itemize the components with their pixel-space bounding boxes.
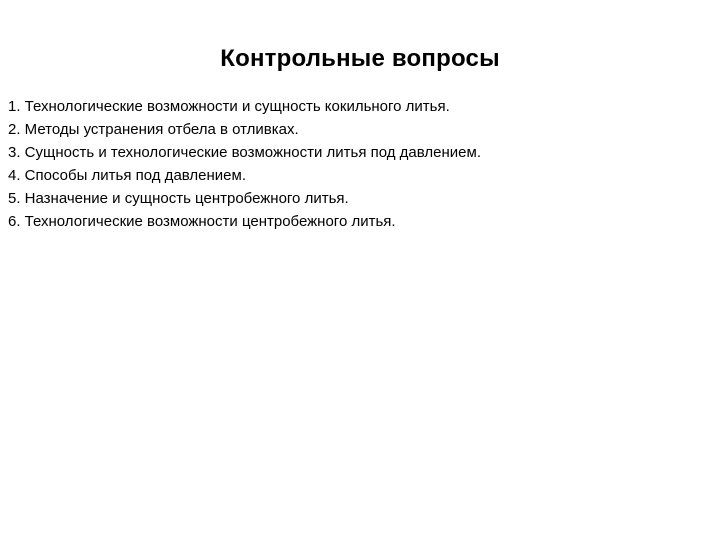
question-item: 6. Технологические возможности центробежного литья. — [8, 213, 396, 230]
question-item: 2. Методы устранения отбела в отливках. — [8, 121, 299, 138]
questions-list — [8, 95, 708, 233]
question-item: 4. Способы литья под давлением. — [8, 167, 246, 184]
question-item: 1. Технологические возможности и сущность кокильного литья. — [8, 98, 450, 115]
slide-title: Контрольные вопросы — [220, 45, 500, 72]
question-item: 5. Назначение и сущность центробежного литья. — [8, 190, 349, 207]
question-item: 3. Сущность и технологические возможности литья под давлением. — [8, 144, 481, 161]
